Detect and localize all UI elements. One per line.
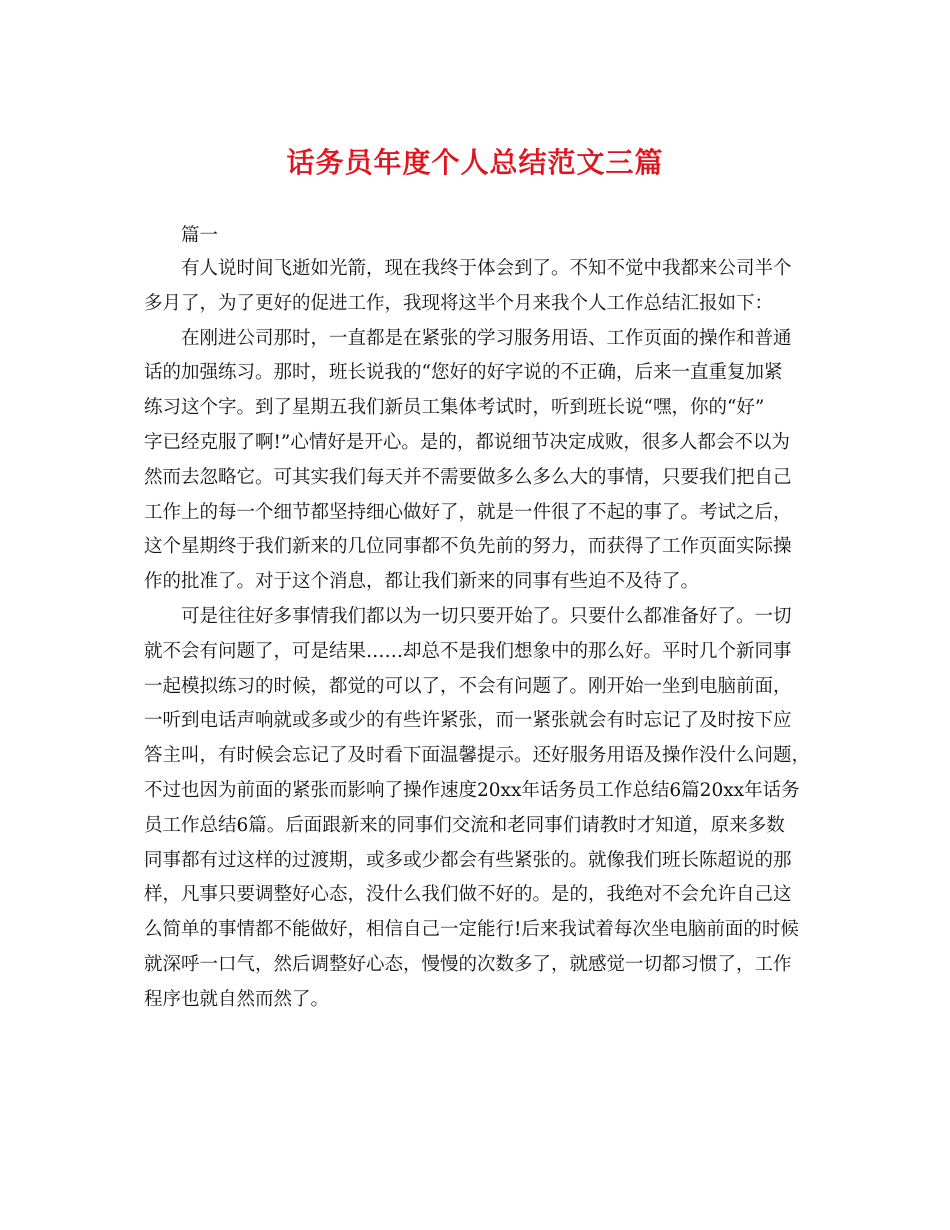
paragraph-line: 就深呼一口气，然后调整好心态，慢慢的次数多了，就感觉一切都习惯了，工作 bbox=[144, 954, 792, 975]
paragraph-line: 字已经克服了啊!”心情好是开心。是的，都说细节决定成败，很多人都会不以为 bbox=[144, 432, 790, 453]
paragraph-line: 这个星期终于我们新来的几位同事都不负先前的努力，而获得了工作页面实际操 bbox=[144, 536, 792, 557]
paragraph-line: 同事都有过这样的过渡期，或多或少都会有些紧张的。就像我们班长陈超说的那 bbox=[144, 850, 792, 871]
paragraph-line: 就不会有问题了，可是结果……却总不是我们想象中的那么好。平时几个新同事 bbox=[144, 641, 792, 662]
paragraph-line: 员工作总结6篇。后面跟新来的同事们交流和老同事们请教时才知道，原来多数 bbox=[144, 815, 785, 836]
paragraph-line: 不过也因为前面的紧张而影响了操作速度20xx年话务员工作总结6篇20xx年话务 bbox=[144, 780, 800, 801]
section-heading: 篇一 bbox=[181, 225, 219, 246]
paragraph-line: 么简单的事情都不能做好，相信自己一定能行!后来我试着每次坐电脑前面的时候 bbox=[144, 919, 799, 940]
document-title: 话务员年度个人总结范文三篇 bbox=[286, 146, 664, 179]
paragraph-line: 在刚进公司那时，一直都是在紧张的学习服务用语、工作页面的操作和普通 bbox=[181, 328, 792, 349]
paragraph-line: 话的加强练习。那时，班长说我的“您好的好字说的不正确，后来一直重复加紧 bbox=[144, 362, 783, 383]
paragraph-line: 工作上的每一个细节都坚持细心做好了，就是一件很了不起的事了。考试之后， bbox=[144, 502, 792, 523]
paragraph-line: 一听到电话声响就或多或少的有些许紧张，而一紧张就会有时忘记了及时按下应 bbox=[144, 710, 792, 731]
paragraph-line: 然而去忽略它。可其实我们每天并不需要做多么多么大的事情，只要我们把自己 bbox=[144, 467, 792, 488]
paragraph-line: 程序也就自然而然了。 bbox=[144, 989, 330, 1010]
paragraph-line: 有人说时间飞逝如光箭，现在我终于体会到了。不知不觉中我都来公司半个 bbox=[181, 258, 792, 279]
paragraph-line: 多月了，为了更好的促进工作，我现将这半个月来我个人工作总结汇报如下： bbox=[144, 293, 774, 314]
paragraph-line: 练习这个字。到了星期五我们新员工集体考试时，听到班长说“嘿，你的“好” bbox=[144, 397, 765, 418]
paragraph-line: 一起模拟练习的时候，都觉的可以了，不会有问题了。刚开始一坐到电脑前面， bbox=[144, 676, 792, 697]
paragraph-line: 作的批准了。对于这个消息，都让我们新来的同事有些迫不及待了。 bbox=[144, 571, 700, 592]
paragraph-line: 答主叫，有时候会忘记了及时看下面温馨提示。还好服务用语及操作没什么问题， bbox=[144, 745, 811, 766]
paragraph-line: 样，凡事只要调整好心态，没什么我们做不好的。是的，我绝对不会允许自己这 bbox=[144, 884, 792, 905]
paragraph-line: 可是往往好多事情我们都以为一切只要开始了。只要什么都准备好了。一切 bbox=[181, 606, 792, 627]
